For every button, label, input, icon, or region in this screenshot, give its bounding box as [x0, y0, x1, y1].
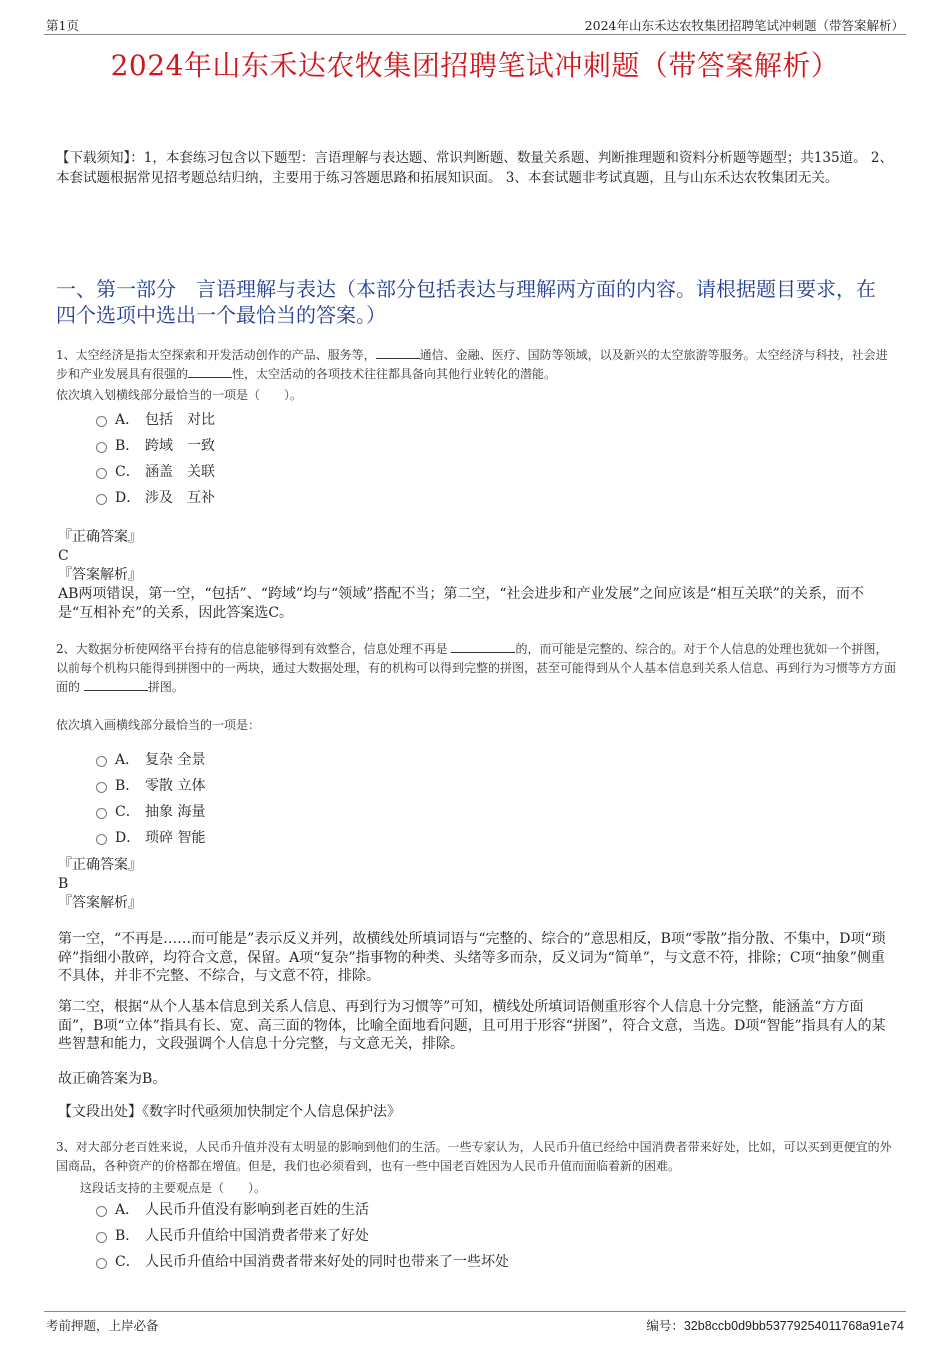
q1-option-d[interactable] — [96, 484, 215, 510]
question-1-ask: 依次填入划横线部分最恰当的一项是（ ）。 — [56, 388, 303, 402]
radio-icon[interactable] — [96, 1232, 107, 1243]
footer-code-label: 编号： — [646, 1318, 684, 1333]
option-text: 人民币升值给中国消费者带来好处的同时也带来了一些坏处 — [145, 1254, 509, 1270]
option-text: 涵盖 关联 — [145, 464, 215, 480]
option-text: 人民币升值没有影响到老百姓的生活 — [145, 1202, 369, 1218]
option-label: C． — [115, 804, 140, 820]
option-label: A． — [115, 1202, 140, 1218]
document-title: 2024年山东禾达农牧集团招聘笔试冲刺题（带答案解析） — [110, 49, 840, 82]
q2-stem-part-c: 拼图。 — [147, 680, 184, 694]
q1-blank-1 — [376, 358, 420, 359]
option-text: 包括 对比 — [145, 412, 215, 428]
option-text: 跨域 一致 — [145, 438, 215, 454]
header-doc-title: 2024年山东禾达农牧集团招聘笔试冲刺题（带答案解析） — [584, 18, 904, 33]
question-3-options — [96, 1196, 509, 1274]
analysis-title: 『答案解析』 — [58, 567, 142, 583]
q2-blank-1 — [451, 652, 515, 653]
q2-source: 【文段出处】《数字时代亟须加快制定个人信息保护法》 — [58, 1104, 401, 1120]
q1-answer-block — [58, 528, 898, 623]
radio-icon[interactable] — [96, 756, 107, 767]
q2-stem-part-a: 2、大数据分析使网络平台持有的信息能够得到有效整合，信息处理不再是 — [56, 642, 452, 656]
option-label: A． — [115, 752, 140, 768]
q2-analysis-paragraph-1: 第一空，“不再是……而可能是”表示反义并列，故横线处所填词语与“完整的、综合的”意思相反，B项“零散”指分散、不集中，D项“琐碎”指细小散碎，均符合文意，保留。A项“复杂”指事物的种类、头绪等多而杂，反义词为“简单”，与文意不符，排除；C项“抽象”侧重不具体，并非不完整、不综合，与文意不符，排除。 — [58, 931, 886, 984]
radio-icon[interactable] — [96, 808, 107, 819]
radio-icon[interactable] — [96, 442, 107, 453]
footer-code-value: 32b8ccb0d9bb53779254011768a91e74 — [683, 1319, 904, 1333]
answer-title: 『正确答案』 — [58, 529, 142, 545]
analysis-text: AB两项错误，第一空，“包括”、“跨域”均与“领域”搭配不当；第二空，“社会进步和产业发展”之间应该是“相互关联”的关系，而不是“互相补充”的关系，因此答案选C。 — [58, 586, 864, 621]
option-label: B． — [115, 778, 140, 794]
answer-value: B — [58, 876, 69, 892]
question-2-stem — [56, 640, 898, 697]
q1-blank-2 — [188, 377, 232, 378]
q2-option-a[interactable] — [96, 746, 205, 772]
q1-option-a[interactable] — [96, 406, 215, 432]
footer-slogan: 考前押题，上岸必备 — [46, 1318, 159, 1333]
download-notice: 【下载须知】：1，本套练习包含以下题型：言语理解与表达题、常识判断题、数量关系题、判断推理题和资料分析题等题型；共135道。 2、本套试题根据常见招考题总结归纳，主要用于练习答题思路和拓展知识面。 3、本套试题非考试真题，且与山东禾达农牧集团无关。 — [56, 150, 893, 186]
q2-option-d[interactable] — [96, 824, 205, 850]
option-text: 抽象 海量 — [145, 804, 206, 820]
option-label: D． — [115, 490, 141, 506]
q3-option-a[interactable] — [96, 1196, 509, 1222]
q1-stem-part-c: 性，太空活动的各项技术往往都具备向其他行业转化的潜能。 — [232, 367, 557, 381]
radio-icon[interactable] — [96, 782, 107, 793]
radio-icon[interactable] — [96, 834, 107, 845]
question-3-ask: 这段话支持的主要观点是（ ）。 — [80, 1181, 267, 1195]
radio-icon[interactable] — [96, 1206, 107, 1217]
radio-icon[interactable] — [96, 468, 107, 479]
option-text: 琐碎 智能 — [145, 830, 206, 846]
question-1-stem — [56, 346, 898, 384]
question-1-options — [96, 406, 215, 510]
option-text: 零散 立体 — [145, 778, 206, 794]
q1-stem-part-a: 1、太空经济是指太空探索和开发活动创作的产品、服务等， — [56, 348, 376, 362]
page-number: 第1页 — [46, 18, 79, 33]
analysis-title: 『答案解析』 — [58, 895, 142, 911]
q2-blank-2 — [84, 690, 148, 691]
q2-answer-block — [58, 856, 898, 913]
q3-option-b[interactable] — [96, 1222, 509, 1248]
question-2-ask: 依次填入画横线部分最恰当的一项是： — [56, 718, 261, 732]
radio-icon[interactable] — [96, 1258, 107, 1269]
answer-value: C — [58, 548, 69, 564]
option-text: 涉及 互补 — [145, 490, 215, 506]
question-2-options — [96, 746, 205, 850]
q1-option-b[interactable] — [96, 432, 215, 458]
page-header — [44, 14, 906, 35]
option-label: B． — [115, 1228, 140, 1244]
option-label: A． — [115, 412, 140, 428]
radio-icon[interactable] — [96, 416, 107, 427]
answer-title: 『正确答案』 — [58, 857, 142, 873]
q1-stem-part-b: 通信、金融、医疗、国防等领域，以及新兴的太空旅游等服务。太空经济与科技，社会进步和产业发展具有很强的 — [56, 348, 888, 381]
radio-icon[interactable] — [96, 494, 107, 505]
q3-option-c[interactable] — [96, 1248, 509, 1274]
question-3-stem: 3、对大部分老百姓来说，人民币升值并没有太明显的影响到他们的生活。一些专家认为，人民币升值已经给中国消费者带来好处，比如，可以买到更便宜的外国商品，各种资产的价格都在增值。但是，我们也必须看到，也有一些中国老百姓因为人民币升值而面临着新的困难。 — [56, 1140, 892, 1173]
q2-option-b[interactable] — [96, 772, 205, 798]
page-footer — [44, 1311, 906, 1334]
option-label: C． — [115, 1254, 140, 1270]
footer-code — [646, 1316, 904, 1334]
q2-stem-part-b: 的，而可能是完整的、综合的。对于个人信息的处理也犹如一个拼图，以前每个机构只能得到拼图中的一两块，通过大数据处理，有的机构可以得到完整的拼图，甚至可能得到从个人基本信息到关系人信息、再到行为习惯等方方面面的 — [56, 642, 897, 694]
section-heading: 一、第一部分 言语理解与表达（本部分包括表达与理解两方面的内容。请根据题目要求，在四个选项中选出一个最恰当的答案。） — [56, 277, 876, 327]
q1-option-c[interactable] — [96, 458, 215, 484]
option-text: 人民币升值给中国消费者带来了好处 — [145, 1228, 369, 1244]
q2-analysis-paragraph-2: 第二空，根据“从个人基本信息到关系人信息、再到行为习惯等”可知，横线处所填词语侧重形容个人信息十分完整，能涵盖“方方面面”，B项“立体”指具有长、宽、高三面的物体，比喻全面地看问题，且可用于形容“拼图”，符合文意，当选。D项“智能”指具有人的某些智慧和能力，文段强调个人信息十分完整，与文意无关，排除。 — [58, 999, 886, 1052]
option-label: C． — [115, 464, 140, 480]
q2-option-c[interactable] — [96, 798, 205, 824]
option-text: 复杂 全景 — [145, 752, 206, 768]
option-label: B． — [115, 438, 140, 454]
option-label: D． — [115, 830, 141, 846]
q2-analysis-conclusion: 故正确答案为B。 — [58, 1071, 167, 1087]
